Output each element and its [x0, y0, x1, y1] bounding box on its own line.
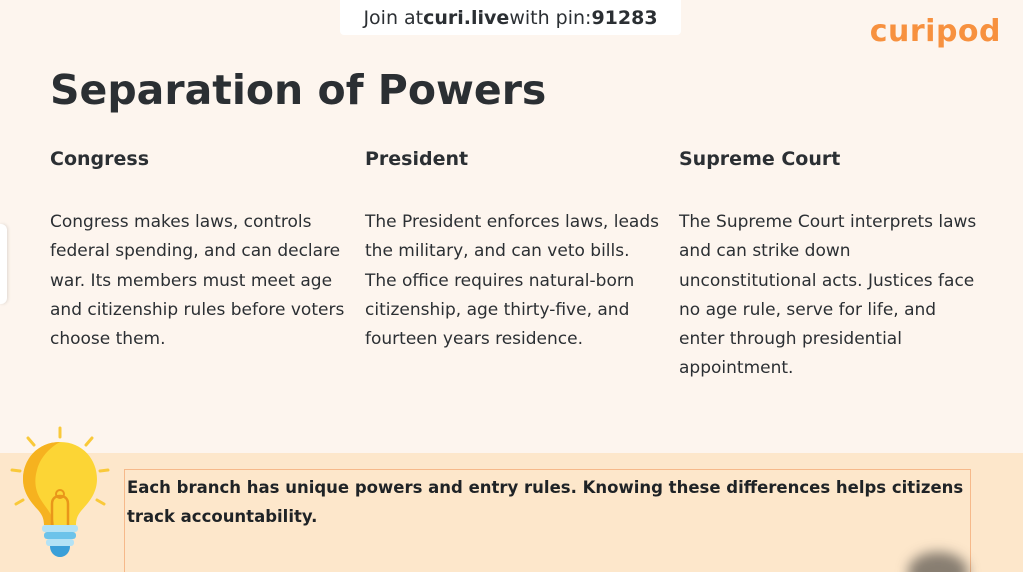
column-body: Congress makes laws, controls federal spending, and can declare war. Its members must meet age and citizenship rules before voters choose them.: [50, 212, 345, 350]
summary-text: Each branch has unique powers and entry rules. Knowing these differences helps citizens track accountability.: [124, 469, 971, 572]
slide-title: Separation of Powers: [50, 66, 547, 114]
column-heading: Supreme Court: [679, 148, 841, 170]
join-banner: [340, 0, 681, 35]
column-supreme-court: [679, 148, 979, 384]
column-congress: [50, 148, 350, 354]
column-body: The President enforces laws, leads the military, and can veto bills. The office requires natural-born citizenship, age thirty-five, and fourteen years residence.: [365, 212, 659, 350]
side-panel-handle[interactable]: [0, 224, 7, 304]
curipod-logo: curipod: [869, 14, 1001, 49]
join-middle: with pin:: [509, 6, 592, 29]
join-site-link[interactable]: curi.live: [423, 6, 510, 29]
column-heading: Congress: [50, 148, 149, 170]
lightbulb-icon: [6, 424, 114, 560]
column-body: The Supreme Court interprets laws and can strike down unconstitutional acts. Justices face no age rule, serve for life, and enter through presidential appointment.: [679, 212, 977, 379]
column-heading: President: [365, 148, 469, 170]
join-pin: 91283: [591, 6, 658, 29]
join-prefix: Join at: [363, 6, 424, 29]
column-president: [365, 148, 665, 354]
